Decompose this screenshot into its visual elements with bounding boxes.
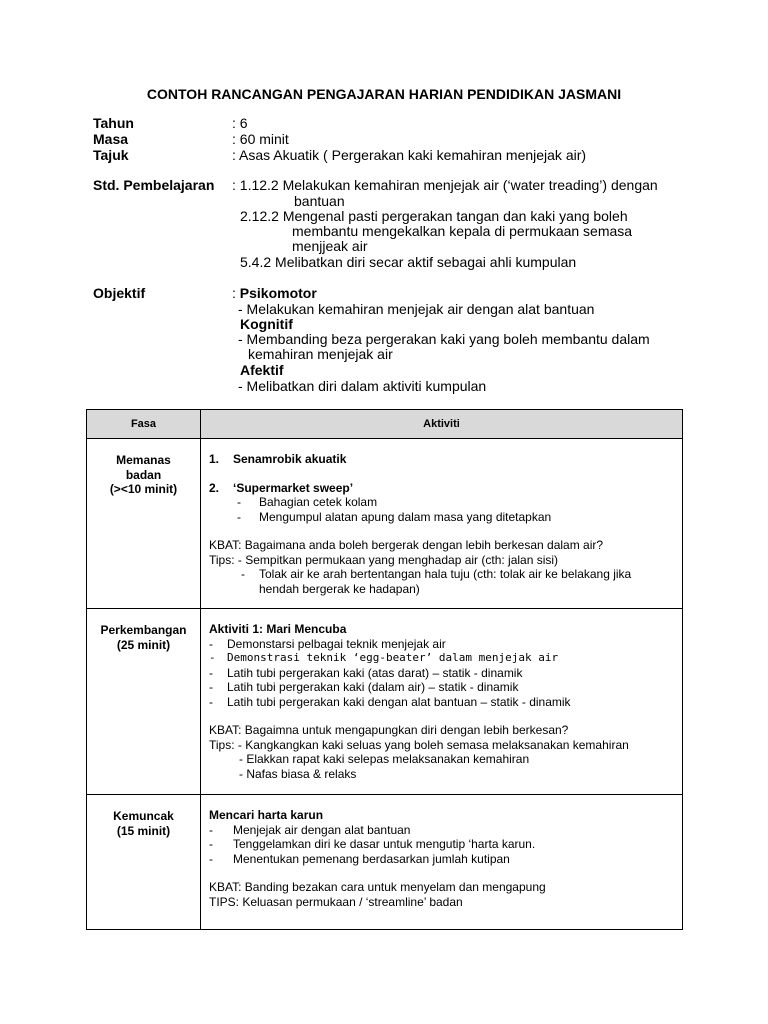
afektif-text: - Melibatkan diri dalam aktiviti kumpulan (238, 378, 487, 394)
tips-item: - Elakkan rapat kaki selepas melaksanakan kemahiran (239, 752, 530, 766)
std-1b: bantuan (294, 193, 345, 209)
item-text: Tenggelamkan diri ke dasar untuk mengutip ‘harta karun. (233, 837, 536, 851)
psikomotor-text: - Melakukan kemahiran menjejak air dengan alat bantuan (238, 301, 595, 317)
col-fasa-header: Fasa (87, 410, 201, 439)
kognitif-text-b: kemahiran menjejak air (248, 346, 393, 362)
col-aktiviti-header: Aktiviti (201, 410, 683, 439)
fasa-cell (87, 439, 201, 609)
std-3: 5.4.2 Melibatkan diri secar aktif sebagai ahli kumpulan (240, 254, 577, 270)
tips-text: Tips: - Kangkangkan kaki seluas yang boleh semasa melaksanakan kemahiran (209, 737, 629, 752)
list-item: - Demonstarsi pelbagai teknik menjejak air (209, 636, 446, 651)
item-text: Bahagian cetek kolam (259, 495, 378, 509)
fasa-name: Kemuncak (113, 809, 174, 823)
lesson-plan-table (86, 409, 683, 930)
item-text: Demonstrasi teknik ‘egg-beater’ dalam menjejak air (227, 651, 559, 664)
std-1a: : 1.12.2 Melakukan kemahiran menjejak air (‘water treading’) dengan (232, 177, 658, 193)
item-text: Latih tubi pergerakan kaki dengan alat bantuan – statik - dinamik (227, 694, 571, 709)
list-item (209, 452, 674, 467)
fasa-name: Perkembangan (100, 623, 187, 637)
item-text: Senamrobik akuatik (233, 452, 347, 466)
kbat-text: KBAT: Bagaimana anda boleh bergerak dengan lebih berkesan dalam air? (209, 538, 604, 552)
item-number: 2. (209, 480, 220, 495)
list-item: - Latih tubi pergerakan kaki (atas darat) – statik - dinamik (209, 665, 523, 680)
fasa-name: badan (125, 467, 162, 482)
psikomotor-heading: Psikomotor (239, 285, 317, 301)
objektif-label: Objektif (93, 285, 146, 301)
list-item: - Menentukan pemenang berdasarkan jumlah kutipan (209, 851, 510, 866)
tips-text: TIPS: Keluasan permukaan / ‘streamline’ badan (209, 894, 463, 909)
list-item (209, 481, 674, 496)
kbat-text: KBAT: Bagaimna untuk mengapungkan diri dengan lebih berkesan? (209, 723, 569, 737)
list-item: - Demonstrasi teknik ‘egg-beater’ dalam menjejak air (209, 651, 559, 664)
item-text: Demonstarsi pelbagai teknik menjejak air (227, 636, 446, 651)
list-item: - Latih tubi pergerakan kaki (dalam air) – statik - dinamik (209, 680, 519, 694)
item-text: Latih tubi pergerakan kaki (dalam air) – statik - dinamik (227, 680, 519, 694)
std-2a: 2.12.2 Mengenal pasti pergerakan tangan dan kaki yang boleh (240, 208, 628, 224)
fasa-duration: (15 minit) (116, 823, 171, 838)
fasa-duration: (25 minit) (116, 637, 171, 652)
table-row (87, 439, 683, 609)
list-item: - Mengumpul alatan apung dalam masa yang ditetapkan (237, 509, 552, 524)
fasa-cell (87, 795, 201, 930)
tips-item-cont: hendah bergerak ke hadapan) (259, 581, 420, 596)
masa-label: Masa (93, 131, 129, 147)
fasa-duration: (><10 minit) (109, 482, 178, 496)
table-header-row (87, 410, 683, 439)
item-number: 1. (209, 452, 220, 466)
std-2b: membantu mengekalkan kepala di permukaan semasa (292, 223, 633, 239)
tips-text: Tips: - Sempitkan permukaan yang menghadap air (cth: jalan sisi) (209, 552, 559, 567)
std-2c: menjjeak air (292, 238, 368, 254)
document-title: CONTOH RANCANGAN PENGAJARAN HARIAN PENDIDIKAN JASMANI (146, 86, 622, 102)
kognitif-heading: Kognitif (240, 316, 293, 332)
fasa-name: Memanas (116, 453, 171, 467)
item-text: Latih tubi pergerakan kaki (atas darat) – statik - dinamik (227, 665, 523, 680)
activity-heading: Aktiviti 1: Mari Mencuba (209, 622, 347, 636)
tahun-label: Tahun (93, 115, 134, 131)
item-text: Menentukan pemenang berdasarkan jumlah kutipan (233, 851, 510, 866)
kognitif-text-a: - Membanding beza pergerakan kaki yang boleh membantu dalam (238, 331, 650, 347)
kbat-text: KBAT: Banding bezakan cara untuk menyelam dan mengapung (209, 880, 546, 894)
table-row (87, 795, 683, 930)
list-item: - Bahagian cetek kolam (237, 495, 378, 509)
activity-heading: Mencari harta karun (209, 808, 324, 822)
tips-item: - Tolak air ke arah bertentangan hala tuju (cth: tolak air ke belakang jika (241, 567, 632, 581)
item-text: ‘Supermarket sweep’ (233, 480, 354, 495)
std-label: Std. Pembelajaran (93, 177, 215, 193)
item-text: Menjejak air dengan alat bantuan (233, 822, 411, 837)
list-item: - Latih tubi pergerakan kaki dengan alat bantuan – statik - dinamik (209, 694, 571, 709)
tajuk-value: : Asas Akuatik ( Pergerakan kaki kemahiran menjejak air) (232, 147, 587, 163)
psiko-colon: : (232, 285, 240, 301)
aktiviti-cell (201, 795, 683, 930)
aktiviti-cell (201, 439, 683, 609)
aktiviti-cell (201, 609, 683, 795)
table-row (87, 609, 683, 795)
tajuk-label: Tajuk (93, 147, 129, 163)
tips-item: - Nafas biasa & relaks (239, 766, 357, 781)
list-item: - Menjejak air dengan alat bantuan (209, 822, 411, 837)
item-text: Tolak air ke arah bertentangan hala tuju (cth: tolak air ke belakang jika (259, 567, 632, 581)
item-text: Mengumpul alatan apung dalam masa yang ditetapkan (259, 509, 552, 524)
list-item: - Tenggelamkan diri ke dasar untuk mengutip ‘harta karun. (209, 837, 536, 851)
masa-value: : 60 minit (232, 131, 289, 147)
afektif-heading: Afektif (240, 362, 284, 378)
fasa-cell (87, 609, 201, 795)
tahun-value: : 6 (232, 115, 248, 131)
